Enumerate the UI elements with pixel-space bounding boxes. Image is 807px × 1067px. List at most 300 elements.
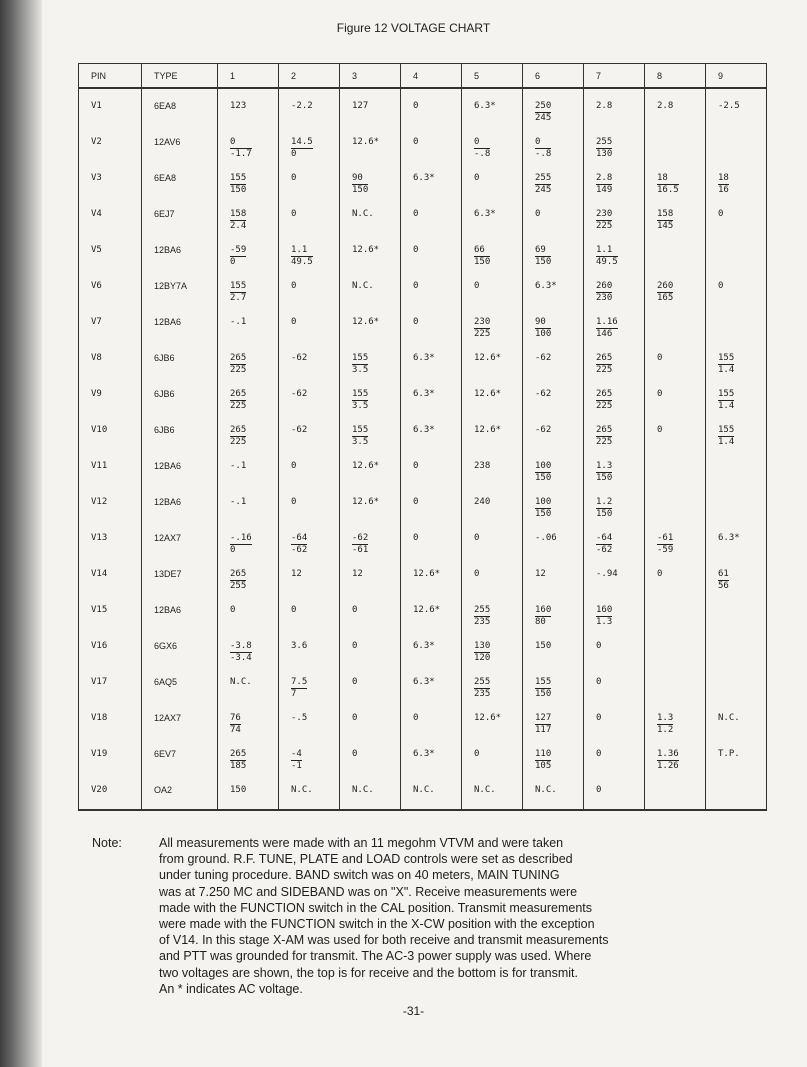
receive-transmit-pair <box>535 245 551 268</box>
tube-type-cell: 12BA6 <box>142 593 218 629</box>
transmit-voltage: 1.2 <box>657 724 674 735</box>
voltage-cell <box>645 629 706 665</box>
voltage-cell <box>706 305 767 341</box>
transmit-voltage: -59 <box>657 544 674 555</box>
transmit-voltage: 1.4 <box>718 400 735 411</box>
note-line: under tuning procedure. BAND switch was on 40 meters, MAIN TUNING <box>159 868 560 883</box>
voltage-cell: 12 <box>523 557 584 593</box>
voltage-cell: 12.6* <box>462 377 523 413</box>
voltage-cell: N.C. <box>279 773 340 810</box>
transmit-voltage: 3.5 <box>352 436 369 447</box>
voltage-cell: 6.3* <box>462 88 523 125</box>
voltage-cell: 240 <box>462 485 523 521</box>
receive-voltage: 1.36 <box>657 748 679 759</box>
voltage-cell: 0 <box>462 737 523 773</box>
receive-transmit-pair <box>718 569 729 592</box>
voltage-cell: N.C. <box>401 773 462 810</box>
voltage-cell: 12.6* <box>340 305 401 341</box>
note-line: of V14. In this stage X-AM was used for both receive and transmit measurements <box>159 933 609 948</box>
voltage-cell <box>279 521 340 557</box>
voltage-cell: -.1 <box>218 449 279 485</box>
receive-transmit-pair <box>230 425 246 448</box>
column-header: 1 <box>218 64 279 89</box>
transmit-voltage: 100 <box>535 328 552 339</box>
voltage-cell <box>218 125 279 161</box>
receive-voltage: 265 <box>230 748 247 759</box>
voltage-cell: 0 <box>706 269 767 305</box>
receive-transmit-pair <box>596 137 612 160</box>
voltage-cell <box>706 773 767 810</box>
voltage-cell: 12.6* <box>401 557 462 593</box>
tube-type-cell: 6JB6 <box>142 377 218 413</box>
transmit-voltage: 74 <box>230 724 241 735</box>
receive-transmit-pair <box>291 245 313 268</box>
voltage-cell: N.C. <box>218 665 279 701</box>
column-header: PIN <box>79 64 142 89</box>
voltage-cell: 0 <box>584 701 645 737</box>
column-header: 8 <box>645 64 706 89</box>
voltage-cell: 238 <box>462 449 523 485</box>
pin-cell: V5 <box>79 233 142 269</box>
table-body <box>79 88 767 810</box>
figure-title: Figure 12 VOLTAGE CHART <box>336 21 491 35</box>
voltage-cell <box>645 521 706 557</box>
receive-voltage: 0 <box>230 137 252 149</box>
pin-cell: V8 <box>79 341 142 377</box>
receive-voltage: 260 <box>657 280 674 291</box>
receive-transmit-pair <box>291 677 307 700</box>
pin-cell: V2 <box>79 125 142 161</box>
voltage-cell: 127 <box>340 88 401 125</box>
receive-transmit-pair <box>718 425 734 448</box>
transmit-voltage: 150 <box>352 185 369 195</box>
voltage-cell: 0 <box>462 557 523 593</box>
voltage-cell: 0 <box>401 269 462 305</box>
voltage-cell: -62 <box>279 377 340 413</box>
receive-transmit-pair <box>230 245 246 268</box>
voltage-cell: 150 <box>218 773 279 810</box>
voltage-cell: 0 <box>584 773 645 810</box>
voltage-cell: 12 <box>279 557 340 593</box>
voltage-cell: N.C. <box>706 701 767 737</box>
receive-voltage: 155 <box>352 352 369 363</box>
voltage-cell <box>340 521 401 557</box>
transmit-voltage: -62 <box>596 544 613 555</box>
receive-voltage: 250 <box>535 101 552 111</box>
receive-transmit-pair <box>596 605 612 628</box>
transmit-voltage: -3.4 <box>230 652 252 663</box>
pin-cell: V16 <box>79 629 142 665</box>
voltage-cell <box>218 341 279 377</box>
receive-voltage: 230 <box>474 316 491 327</box>
table-row <box>79 665 767 701</box>
receive-voltage: 127 <box>535 712 552 723</box>
receive-voltage: 255 <box>474 604 491 615</box>
transmit-voltage: 145 <box>657 220 674 231</box>
voltage-cell: 3.6 <box>279 629 340 665</box>
voltage-cell <box>584 593 645 629</box>
column-header: 6 <box>523 64 584 89</box>
receive-transmit-pair <box>230 281 246 304</box>
voltage-cell: -.5 <box>279 701 340 737</box>
receive-voltage: 76 <box>230 712 241 723</box>
receive-voltage: 61 <box>718 568 729 579</box>
voltage-cell <box>218 197 279 233</box>
receive-voltage: 66 <box>474 245 490 257</box>
receive-transmit-pair <box>535 101 551 124</box>
receive-voltage: -64 <box>291 532 308 543</box>
voltage-cell <box>706 557 767 593</box>
voltage-cell: 12.6* <box>401 593 462 629</box>
transmit-voltage: -.8 <box>535 149 552 160</box>
receive-voltage: -61 <box>657 532 674 543</box>
tube-type-cell: 12BA6 <box>142 449 218 485</box>
voltage-cell: -62 <box>523 377 584 413</box>
voltage-cell <box>462 233 523 269</box>
voltage-cell <box>584 197 645 233</box>
voltage-cell: 0 <box>340 665 401 701</box>
voltage-cell <box>218 413 279 449</box>
tube-type-cell: 12AX7 <box>142 521 218 557</box>
column-header: 4 <box>401 64 462 89</box>
transmit-voltage: 150 <box>535 688 552 699</box>
voltage-cell <box>645 737 706 773</box>
receive-voltage: 90 <box>352 173 368 185</box>
receive-transmit-pair <box>657 713 673 736</box>
voltage-cell: 12.6* <box>462 701 523 737</box>
voltage-cell <box>645 773 706 810</box>
voltage-cell <box>523 593 584 629</box>
voltage-cell <box>645 485 706 521</box>
voltage-cell <box>706 341 767 377</box>
voltage-cell <box>523 737 584 773</box>
note-label: Note: <box>92 836 122 850</box>
voltage-cell: 0 <box>340 701 401 737</box>
transmit-voltage: 16 <box>718 185 729 195</box>
receive-voltage: 1.16 <box>596 316 618 327</box>
tube-type-cell: 13DE7 <box>142 557 218 593</box>
voltage-cell: 0 <box>401 125 462 161</box>
voltage-cell: 0 <box>401 88 462 125</box>
pin-cell: V4 <box>79 197 142 233</box>
voltage-cell <box>340 341 401 377</box>
voltage-cell <box>523 701 584 737</box>
transmit-voltage: 1.3 <box>596 616 613 627</box>
receive-voltage: 158 <box>657 208 674 219</box>
tube-type-cell: 6EA8 <box>142 88 218 125</box>
transmit-voltage: 0 <box>230 256 236 267</box>
voltage-cell: 0 <box>645 341 706 377</box>
receive-voltage: 265 <box>596 352 613 363</box>
note-line: made with the FUNCTION switch in the CAL position. Transmit measurements <box>159 900 593 915</box>
transmit-voltage: 245 <box>535 113 552 123</box>
voltage-cell <box>645 449 706 485</box>
transmit-voltage: 245 <box>535 185 552 195</box>
transmit-voltage: 225 <box>596 364 613 375</box>
receive-transmit-pair <box>230 173 246 196</box>
voltage-cell: -.1 <box>218 485 279 521</box>
voltage-cell: -62 <box>523 341 584 377</box>
receive-transmit-pair <box>657 209 673 232</box>
voltage-cell <box>645 593 706 629</box>
voltage-cell <box>523 449 584 485</box>
tube-type-cell: 6GX6 <box>142 629 218 665</box>
receive-transmit-pair <box>596 389 612 412</box>
table-row <box>79 88 767 125</box>
receive-voltage: 260 <box>596 280 613 291</box>
voltage-cell: 2.8 <box>645 88 706 125</box>
voltage-cell: 0 <box>706 197 767 233</box>
pin-cell: V10 <box>79 413 142 449</box>
voltage-cell: 12.6* <box>340 125 401 161</box>
transmit-voltage: 3.5 <box>352 400 369 411</box>
transmit-voltage: 150 <box>535 508 552 519</box>
voltage-cell: 12.6* <box>340 233 401 269</box>
receive-voltage: 265 <box>230 388 247 399</box>
tube-type-cell: 6AQ5 <box>142 665 218 701</box>
voltage-cell: -62 <box>279 413 340 449</box>
transmit-voltage: 3.5 <box>352 364 369 375</box>
voltage-cell <box>645 701 706 737</box>
voltage-cell <box>706 161 767 197</box>
voltage-cell: 0 <box>340 629 401 665</box>
tube-type-cell: OA2 <box>142 773 218 810</box>
table-row <box>79 485 767 521</box>
column-header: TYPE <box>142 64 218 89</box>
note-line: two voltages are shown, the top is for receive and the bottom is for transmit. <box>159 965 578 980</box>
transmit-voltage: 225 <box>230 400 247 411</box>
voltage-cell <box>340 377 401 413</box>
voltage-cell: 6.3* <box>523 269 584 305</box>
receive-transmit-pair <box>596 425 612 448</box>
receive-voltage: 160 <box>596 604 613 615</box>
voltage-cell: 0 <box>401 233 462 269</box>
voltage-cell: -2.5 <box>706 88 767 125</box>
voltage-cell: 6.3* <box>401 413 462 449</box>
table-header-row <box>79 64 767 89</box>
voltage-cell <box>645 269 706 305</box>
note-line: from ground. R.F. TUNE, PLATE and LOAD controls were set as described <box>159 852 573 867</box>
voltage-cell: 6.3* <box>401 341 462 377</box>
voltage-cell: 0 <box>279 593 340 629</box>
pin-cell: V15 <box>79 593 142 629</box>
voltage-cell <box>706 377 767 413</box>
voltage-chart-table <box>78 63 767 811</box>
pin-cell: V11 <box>79 449 142 485</box>
table-row <box>79 161 767 197</box>
transmit-voltage: 150 <box>596 508 613 519</box>
page-binding-shadow <box>0 0 42 1067</box>
voltage-cell: 0 <box>401 449 462 485</box>
voltage-cell <box>462 305 523 341</box>
voltage-cell <box>584 413 645 449</box>
receive-voltage: 155 <box>718 352 735 363</box>
tube-type-cell: 12BA6 <box>142 485 218 521</box>
transmit-voltage: 149 <box>596 185 613 195</box>
receive-transmit-pair <box>352 533 368 556</box>
table-row <box>79 197 767 233</box>
receive-transmit-pair <box>657 281 673 304</box>
receive-transmit-pair <box>596 461 612 484</box>
transmit-voltage: 0 <box>230 544 236 555</box>
transmit-voltage: 80 <box>535 616 546 627</box>
transmit-voltage: 150 <box>535 472 552 483</box>
receive-transmit-pair <box>474 641 490 664</box>
transmit-voltage: -1.7 <box>230 149 252 160</box>
voltage-cell <box>584 341 645 377</box>
receive-voltage: 155 <box>230 173 247 183</box>
receive-voltage: 1.3 <box>596 460 613 471</box>
tube-type-cell: 12AX7 <box>142 701 218 737</box>
receive-voltage: 0 <box>535 137 551 149</box>
receive-voltage: 155 <box>230 280 247 291</box>
voltage-cell: 0 <box>279 161 340 197</box>
receive-voltage: 155 <box>718 388 735 399</box>
voltage-cell <box>218 233 279 269</box>
voltage-cell <box>584 269 645 305</box>
receive-transmit-pair <box>535 497 551 520</box>
voltage-cell <box>645 305 706 341</box>
table-row <box>79 341 767 377</box>
pin-cell: V1 <box>79 88 142 125</box>
receive-voltage: 18 <box>718 173 729 183</box>
transmit-voltage: 2.4 <box>230 220 247 231</box>
receive-voltage: -.16 <box>230 532 252 543</box>
receive-transmit-pair <box>291 749 302 772</box>
receive-voltage: 1.2 <box>596 496 613 507</box>
voltage-cell <box>584 485 645 521</box>
receive-voltage: 1.3 <box>657 712 674 723</box>
receive-transmit-pair <box>474 137 490 160</box>
note-line: was at 7.250 MC and SIDEBAND was on "X". Receive measurements were <box>159 884 578 899</box>
voltage-cell: 0 <box>462 161 523 197</box>
transmit-voltage: 255 <box>230 580 247 591</box>
transmit-voltage: 16.5 <box>657 185 679 195</box>
receive-transmit-pair <box>718 389 734 412</box>
receive-voltage: -4 <box>291 748 302 759</box>
voltage-cell <box>218 701 279 737</box>
voltage-cell: 2.8 <box>584 88 645 125</box>
receive-voltage: 160 <box>535 604 552 615</box>
receive-transmit-pair <box>291 533 307 556</box>
voltage-cell <box>279 125 340 161</box>
transmit-voltage: 120 <box>474 652 491 663</box>
table-row <box>79 413 767 449</box>
transmit-voltage: 2.7 <box>230 292 247 303</box>
receive-transmit-pair <box>352 389 368 412</box>
receive-voltage: 100 <box>535 460 552 471</box>
voltage-cell: N.C. <box>523 773 584 810</box>
voltage-cell: 0 <box>401 521 462 557</box>
transmit-voltage: 225 <box>596 436 613 447</box>
transmit-voltage: 117 <box>535 724 552 735</box>
receive-transmit-pair <box>230 713 241 736</box>
voltage-cell <box>340 161 401 197</box>
voltage-cell: 0 <box>218 593 279 629</box>
receive-transmit-pair <box>596 317 618 340</box>
receive-transmit-pair <box>657 533 673 556</box>
voltage-cell: -62 <box>523 413 584 449</box>
receive-transmit-pair <box>535 749 551 772</box>
pin-cell: V6 <box>79 269 142 305</box>
transmit-voltage: 150 <box>230 185 247 195</box>
receive-voltage: 7.5 <box>291 676 308 687</box>
transmit-voltage: 49.5 <box>291 256 313 267</box>
transmit-voltage: 105 <box>535 760 552 771</box>
receive-transmit-pair <box>596 173 612 196</box>
voltage-cell <box>584 161 645 197</box>
note-block <box>92 835 752 997</box>
voltage-cell <box>218 629 279 665</box>
receive-transmit-pair <box>230 389 246 412</box>
tube-type-cell: 12AV6 <box>142 125 218 161</box>
receive-transmit-pair <box>230 641 252 664</box>
voltage-cell <box>523 233 584 269</box>
voltage-cell: 0 <box>279 449 340 485</box>
note-line: An * indicates AC voltage. <box>159 981 303 996</box>
voltage-cell: 0 <box>279 305 340 341</box>
receive-transmit-pair <box>230 533 252 556</box>
receive-voltage: 265 <box>230 424 247 435</box>
voltage-cell: 0 <box>584 629 645 665</box>
transmit-voltage: 150 <box>535 256 552 267</box>
voltage-cell: -62 <box>279 341 340 377</box>
voltage-cell: 0 <box>645 377 706 413</box>
receive-transmit-pair <box>230 569 246 592</box>
receive-transmit-pair <box>596 245 618 268</box>
receive-transmit-pair <box>352 425 368 448</box>
voltage-cell: 0 <box>462 521 523 557</box>
receive-voltage: -64 <box>596 532 613 543</box>
receive-transmit-pair <box>352 353 368 376</box>
receive-voltage: 1.1 <box>291 245 313 257</box>
voltage-cell <box>523 161 584 197</box>
note-line: All measurements were made with an 11 megohm VTVM and were taken <box>159 836 564 850</box>
pin-cell: V14 <box>79 557 142 593</box>
pin-cell: V17 <box>79 665 142 701</box>
voltage-cell <box>706 485 767 521</box>
pin-cell: V9 <box>79 377 142 413</box>
voltage-cell <box>279 737 340 773</box>
voltage-cell <box>218 737 279 773</box>
pin-cell: V18 <box>79 701 142 737</box>
voltage-cell <box>645 665 706 701</box>
receive-voltage: 255 <box>535 173 552 183</box>
voltage-cell <box>523 88 584 125</box>
transmit-voltage: 225 <box>230 436 247 447</box>
receive-transmit-pair <box>657 173 679 196</box>
table-row <box>79 449 767 485</box>
receive-voltage: 90 <box>535 317 551 329</box>
receive-voltage: 265 <box>230 352 247 363</box>
transmit-voltage: 56 <box>718 580 729 591</box>
transmit-voltage: 225 <box>230 364 247 375</box>
transmit-voltage: 150 <box>474 256 491 267</box>
voltage-cell <box>523 485 584 521</box>
voltage-cell: 0 <box>401 197 462 233</box>
receive-transmit-pair <box>230 137 252 160</box>
receive-transmit-pair <box>474 245 490 268</box>
note-line: and PTT was grounded for transmit. The AC-3 power supply was used. Where <box>159 949 592 964</box>
voltage-cell <box>279 233 340 269</box>
transmit-voltage: 146 <box>596 328 613 339</box>
receive-voltage: 255 <box>474 676 491 687</box>
voltage-cell: -.94 <box>584 557 645 593</box>
voltage-cell: 6.3* <box>401 629 462 665</box>
receive-transmit-pair <box>230 353 246 376</box>
voltage-cell <box>523 125 584 161</box>
table-row <box>79 269 767 305</box>
